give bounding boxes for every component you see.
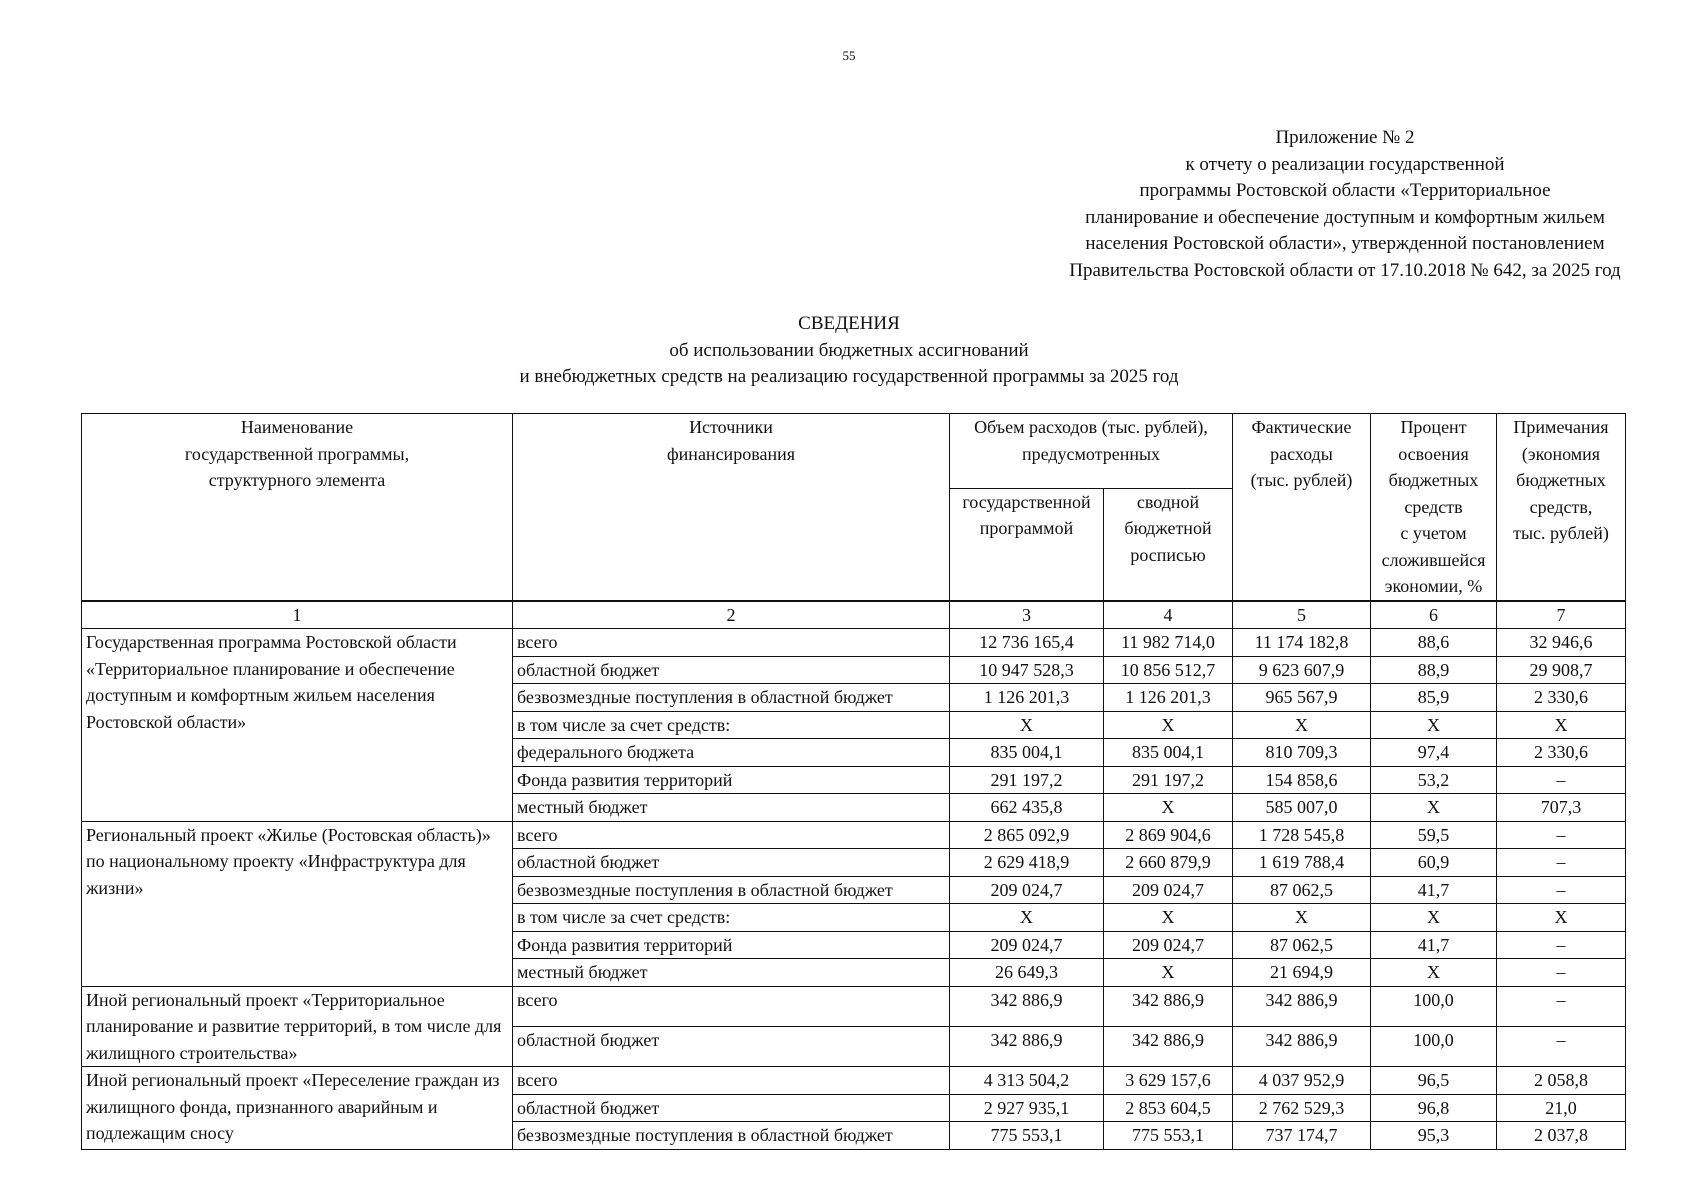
note-cell: X bbox=[1497, 711, 1626, 739]
actual-cell: 1 728 545,8 bbox=[1233, 821, 1371, 849]
funding-source-cell: всего bbox=[513, 821, 950, 849]
note-cell: – bbox=[1497, 986, 1626, 1026]
column-number: 2 bbox=[513, 601, 950, 629]
structural-element-name: Региональный проект «Жилье (Ростовская область)» по национальному проекту «Инфраструктура для жизни» bbox=[82, 821, 513, 986]
percent-cell: 53,2 bbox=[1371, 766, 1497, 794]
percent-cell: X bbox=[1371, 904, 1497, 932]
percent-cell: 100,0 bbox=[1371, 1026, 1497, 1066]
budget-report-table bbox=[81, 413, 1626, 1150]
planned-program-cell: 342 886,9 bbox=[950, 1026, 1104, 1066]
planned-budget-cell: 1 126 201,3 bbox=[1104, 684, 1233, 712]
percent-cell: 85,9 bbox=[1371, 684, 1497, 712]
header-notes: Примечания (экономия бюджетных средств, тыс. рублей) bbox=[1497, 414, 1626, 601]
actual-cell: 4 037 952,9 bbox=[1233, 1067, 1371, 1095]
header-name: Наименование государственной программы, структурного элемента bbox=[82, 414, 513, 601]
column-number: 4 bbox=[1104, 601, 1233, 629]
percent-cell: 96,5 bbox=[1371, 1067, 1497, 1095]
planned-program-cell: 2 927 935,1 bbox=[950, 1094, 1104, 1122]
planned-program-cell: 662 435,8 bbox=[950, 794, 1104, 822]
percent-cell: 59,5 bbox=[1371, 821, 1497, 849]
planned-budget-cell: 2 853 604,5 bbox=[1104, 1094, 1233, 1122]
note-cell: – bbox=[1497, 1026, 1626, 1066]
table-row bbox=[82, 821, 1626, 849]
funding-source-cell: федерального бюджета bbox=[513, 739, 950, 767]
appendix-header bbox=[1000, 125, 1690, 284]
funding-source-cell: безвозмездные поступления в областной бюджет bbox=[513, 684, 950, 712]
actual-cell: 21 694,9 bbox=[1233, 959, 1371, 987]
header-source: Источники финансирования bbox=[513, 414, 950, 601]
header-planned-program: государственной программой bbox=[950, 488, 1104, 600]
planned-budget-cell: X bbox=[1104, 959, 1233, 987]
planned-budget-cell: X bbox=[1104, 711, 1233, 739]
note-cell: – bbox=[1497, 876, 1626, 904]
planned-program-cell: 12 736 165,4 bbox=[950, 629, 1104, 657]
funding-source-cell: всего bbox=[513, 629, 950, 657]
actual-cell: 965 567,9 bbox=[1233, 684, 1371, 712]
planned-program-cell: X bbox=[950, 711, 1104, 739]
column-number: 5 bbox=[1233, 601, 1371, 629]
planned-budget-cell: X bbox=[1104, 794, 1233, 822]
column-number: 3 bbox=[950, 601, 1104, 629]
planned-program-cell: 209 024,7 bbox=[950, 931, 1104, 959]
appendix-line: к отчету о реализации государственной bbox=[1185, 153, 1505, 175]
actual-cell: X bbox=[1233, 904, 1371, 932]
actual-cell: 9 623 607,9 bbox=[1233, 656, 1371, 684]
percent-cell: 100,0 bbox=[1371, 986, 1497, 1026]
note-cell: 21,0 bbox=[1497, 1094, 1626, 1122]
planned-program-cell: 775 553,1 bbox=[950, 1122, 1104, 1150]
planned-program-cell: X bbox=[950, 904, 1104, 932]
percent-cell: 41,7 bbox=[1371, 876, 1497, 904]
note-cell: – bbox=[1497, 931, 1626, 959]
planned-program-cell: 835 004,1 bbox=[950, 739, 1104, 767]
appendix-line: Правительства Ростовской области от 17.10.2018 № 642, за 2025 год bbox=[1069, 259, 1621, 281]
note-cell: 2 037,8 bbox=[1497, 1122, 1626, 1150]
funding-source-cell: областной бюджет bbox=[513, 849, 950, 877]
planned-program-cell: 26 649,3 bbox=[950, 959, 1104, 987]
planned-budget-cell: 342 886,9 bbox=[1104, 986, 1233, 1026]
actual-cell: X bbox=[1233, 711, 1371, 739]
funding-source-cell: всего bbox=[513, 1067, 950, 1095]
note-cell: – bbox=[1497, 766, 1626, 794]
planned-program-cell: 342 886,9 bbox=[950, 986, 1104, 1026]
document-title bbox=[0, 311, 1698, 391]
planned-budget-cell: 209 024,7 bbox=[1104, 876, 1233, 904]
actual-cell: 11 174 182,8 bbox=[1233, 629, 1371, 657]
planned-budget-cell: 835 004,1 bbox=[1104, 739, 1233, 767]
note-cell: 2 330,6 bbox=[1497, 684, 1626, 712]
planned-program-cell: 291 197,2 bbox=[950, 766, 1104, 794]
planned-budget-cell: 2 660 879,9 bbox=[1104, 849, 1233, 877]
planned-budget-cell: 342 886,9 bbox=[1104, 1026, 1233, 1066]
header-planned: Объем расходов (тыс. рублей), предусмотренных bbox=[950, 414, 1233, 489]
note-cell: 707,3 bbox=[1497, 794, 1626, 822]
actual-cell: 87 062,5 bbox=[1233, 876, 1371, 904]
percent-cell: 60,9 bbox=[1371, 849, 1497, 877]
note-cell: – bbox=[1497, 821, 1626, 849]
table-row bbox=[82, 1067, 1626, 1095]
percent-cell: X bbox=[1371, 794, 1497, 822]
percent-cell: 88,9 bbox=[1371, 656, 1497, 684]
structural-element-name: Государственная программа Ростовской области «Территориальное планирование и обеспечение доступным и комфортным жильем населения Ростовской области» bbox=[82, 629, 513, 822]
column-number: 7 bbox=[1497, 601, 1626, 629]
title-line: СВЕДЕНИЯ bbox=[798, 313, 900, 334]
column-number-row bbox=[82, 601, 1626, 629]
table-row bbox=[82, 629, 1626, 657]
planned-budget-cell: 10 856 512,7 bbox=[1104, 656, 1233, 684]
note-cell: – bbox=[1497, 959, 1626, 987]
planned-budget-cell: 775 553,1 bbox=[1104, 1122, 1233, 1150]
funding-source-cell: областной бюджет bbox=[513, 1026, 950, 1066]
note-cell: 2 330,6 bbox=[1497, 739, 1626, 767]
note-cell: 2 058,8 bbox=[1497, 1067, 1626, 1095]
percent-cell: X bbox=[1371, 711, 1497, 739]
funding-source-cell: в том числе за счет средств: bbox=[513, 711, 950, 739]
note-cell: X bbox=[1497, 904, 1626, 932]
header-percent: Процент освоения бюджетных средств с учетом сложившейся экономии, % bbox=[1371, 414, 1497, 601]
funding-source-cell: всего bbox=[513, 986, 950, 1026]
table-row bbox=[82, 986, 1626, 1026]
actual-cell: 342 886,9 bbox=[1233, 1026, 1371, 1066]
note-cell: 32 946,6 bbox=[1497, 629, 1626, 657]
funding-source-cell: Фонда развития территорий bbox=[513, 931, 950, 959]
actual-cell: 2 762 529,3 bbox=[1233, 1094, 1371, 1122]
appendix-line: планирование и обеспечение доступным и комфортным жильем bbox=[1085, 206, 1605, 228]
actual-cell: 1 619 788,4 bbox=[1233, 849, 1371, 877]
funding-source-cell: безвозмездные поступления в областной бюджет bbox=[513, 1122, 950, 1150]
actual-cell: 342 886,9 bbox=[1233, 986, 1371, 1026]
funding-source-cell: безвозмездные поступления в областной бюджет bbox=[513, 876, 950, 904]
percent-cell: 95,3 bbox=[1371, 1122, 1497, 1150]
planned-program-cell: 4 313 504,2 bbox=[950, 1067, 1104, 1095]
structural-element-name: Иной региональный проект «Территориальное планирование и развитие территорий, в том числе для жилищного строительства» bbox=[82, 986, 513, 1067]
planned-budget-cell: 291 197,2 bbox=[1104, 766, 1233, 794]
planned-program-cell: 209 024,7 bbox=[950, 876, 1104, 904]
appendix-line: Приложение № 2 bbox=[1275, 127, 1415, 148]
title-line: об использовании бюджетных ассигнований bbox=[669, 339, 1029, 361]
note-cell: 29 908,7 bbox=[1497, 656, 1626, 684]
planned-budget-cell: 3 629 157,6 bbox=[1104, 1067, 1233, 1095]
funding-source-cell: областной бюджет bbox=[513, 656, 950, 684]
percent-cell: 88,6 bbox=[1371, 629, 1497, 657]
appendix-line: программы Ростовской области «Территориальное bbox=[1139, 180, 1551, 201]
percent-cell: 41,7 bbox=[1371, 931, 1497, 959]
table-header-row bbox=[82, 414, 1626, 489]
funding-source-cell: областной бюджет bbox=[513, 1094, 950, 1122]
planned-budget-cell: 2 869 904,6 bbox=[1104, 821, 1233, 849]
note-cell: – bbox=[1497, 849, 1626, 877]
planned-program-cell: 1 126 201,3 bbox=[950, 684, 1104, 712]
actual-cell: 585 007,0 bbox=[1233, 794, 1371, 822]
percent-cell: X bbox=[1371, 959, 1497, 987]
percent-cell: 97,4 bbox=[1371, 739, 1497, 767]
planned-budget-cell: X bbox=[1104, 904, 1233, 932]
header-planned-budget: сводной бюджетной росписью bbox=[1104, 488, 1233, 600]
actual-cell: 737 174,7 bbox=[1233, 1122, 1371, 1150]
planned-program-cell: 2 865 092,9 bbox=[950, 821, 1104, 849]
title-line: и внебюджетных средств на реализацию государственной программы за 2025 год bbox=[519, 366, 1179, 387]
appendix-line: населения Ростовской области», утвержденной постановлением bbox=[1085, 233, 1605, 254]
planned-program-cell: 2 629 418,9 bbox=[950, 849, 1104, 877]
column-number: 1 bbox=[82, 601, 513, 629]
column-number: 6 bbox=[1371, 601, 1497, 629]
planned-budget-cell: 209 024,7 bbox=[1104, 931, 1233, 959]
funding-source-cell: Фонда развития территорий bbox=[513, 766, 950, 794]
header-actual: Фактические расходы (тыс. рублей) bbox=[1233, 414, 1371, 601]
page-number: 55 bbox=[842, 48, 856, 63]
actual-cell: 810 709,3 bbox=[1233, 739, 1371, 767]
funding-source-cell: в том числе за счет средств: bbox=[513, 904, 950, 932]
funding-source-cell: местный бюджет bbox=[513, 959, 950, 987]
structural-element-name: Иной региональный проект «Переселение граждан из жилищного фонда, признанного аварийным и подлежащим сносу bbox=[82, 1067, 513, 1150]
percent-cell: 96,8 bbox=[1371, 1094, 1497, 1122]
planned-budget-cell: 11 982 714,0 bbox=[1104, 629, 1233, 657]
actual-cell: 87 062,5 bbox=[1233, 931, 1371, 959]
funding-source-cell: местный бюджет bbox=[513, 794, 950, 822]
actual-cell: 154 858,6 bbox=[1233, 766, 1371, 794]
planned-program-cell: 10 947 528,3 bbox=[950, 656, 1104, 684]
